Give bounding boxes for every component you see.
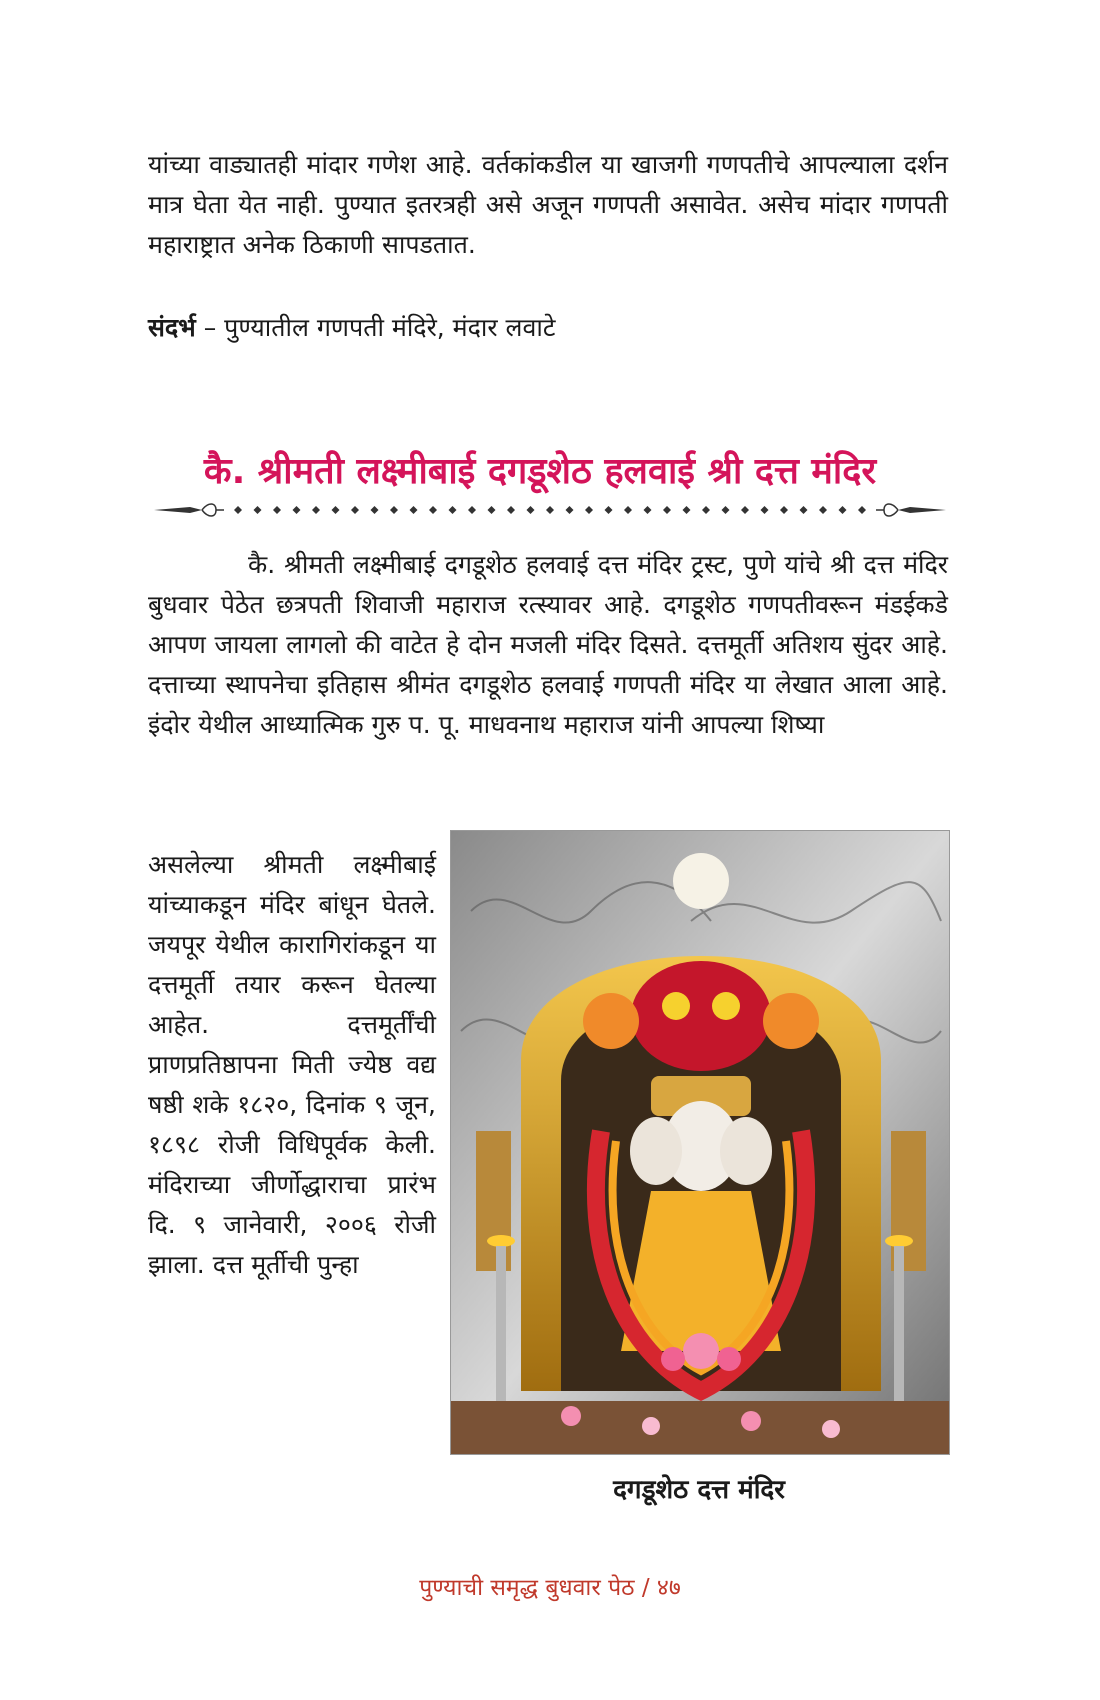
diamond-dot bbox=[468, 506, 476, 514]
diamond-dot bbox=[761, 506, 769, 514]
diamond-dot bbox=[488, 506, 496, 514]
diamond-dot bbox=[254, 506, 262, 514]
diamond-dot bbox=[371, 506, 379, 514]
diamond-dot bbox=[234, 506, 242, 514]
diamond-dot bbox=[722, 506, 730, 514]
diamond-dot bbox=[605, 506, 613, 514]
diamond-dot bbox=[683, 506, 691, 514]
pen-nib-right-icon bbox=[876, 504, 946, 516]
diamond-dot bbox=[507, 506, 515, 514]
diamond-dot bbox=[410, 506, 418, 514]
diamond-dot bbox=[839, 506, 847, 514]
diamond-dot bbox=[819, 506, 827, 514]
reference-separator: – bbox=[195, 313, 225, 342]
diamond-dot bbox=[800, 506, 808, 514]
photo-caption: दगडूशेठ दत्त मंदिर bbox=[613, 1475, 785, 1505]
footer-separator: / bbox=[634, 1575, 657, 1601]
ornamental-divider bbox=[150, 498, 950, 522]
body-paragraph: कै. श्रीमती लक्ष्मीबाई दगडूशेठ हलवाई दत्त मंदिर ट्रस्ट, पुणे यांचे श्री दत्त मंदिर बुधवार पेठेत छत्रपती शिवाजी महाराज रत्स्यावर आहे. दगडूशेठ गणपतीवरून मंडईकडे आपण जायला लागलो की वाटेत हे दोन मजली मंदिर दिसते. दत्तमूर्ती अतिशय सुंदर आहे. दत्ताच्या स्थापनेचा इतिहास श्रीमंत दगडूशेठ हलवाई गणपती मंदिर या लेखात आला आहे. इंदोर येथील आध्यात्मिक गुरु प. पू. माधवनाथ महाराज यांनी आपल्या शिष्या bbox=[148, 550, 948, 739]
side-paragraph: असलेल्या श्रीमती लक्ष्मीबाई यांच्याकडून मंदिर बांधून घेतले. जयपूर येथील कारागिरांकडून या दत्तमूर्ती तयार करून घेतल्या आहेत. दत्तमूर्तींची प्राणप्रतिष्ठापना मिती ज्येष्ठ वद्य षष्ठी शके १८२०, दिनांक ९ जून, १८९८ रोजी विधिपूर्वक केली. मंदिराच्या जीर्णोद्धाराचा प्रारंभ दि. ९ जानेवारी, २००६ रोजी झाला. दत्त मूर्तीची पुन्हा bbox=[148, 850, 436, 1279]
diamond-dot bbox=[858, 506, 866, 514]
diamond-dot bbox=[546, 506, 554, 514]
reference-label: संदर्भ bbox=[148, 313, 196, 342]
diamond-dot bbox=[390, 506, 398, 514]
diamond-dot bbox=[429, 506, 437, 514]
footer-page-number: ४७ bbox=[656, 1575, 681, 1601]
reference-line bbox=[148, 310, 555, 344]
section-title: कै. श्रीमती लक्ष्मीबाई दगडूशेठ हलवाई श्री दत्त मंदिर bbox=[203, 451, 877, 492]
diamond-dot bbox=[644, 506, 652, 514]
diamond-dot bbox=[566, 506, 574, 514]
diamond-dot bbox=[780, 506, 788, 514]
diamond-dot bbox=[585, 506, 593, 514]
diamond-dots bbox=[234, 506, 866, 514]
reference-text: पुण्यातील गणपती मंदिरे, मंदार लवाटे bbox=[224, 313, 556, 342]
diamond-dot bbox=[332, 506, 340, 514]
diamond-dot bbox=[273, 506, 281, 514]
temple-photo bbox=[450, 830, 950, 1455]
footer-book-title: पुण्याची समृद्ध बुधवार पेठ bbox=[419, 1575, 635, 1601]
diamond-dot bbox=[351, 506, 359, 514]
intro-paragraph: यांच्या वाड्यातही मांदार गणेश आहे. वर्तकांकडील या खाजगी गणपतीचे आपल्याला दर्शन मात्र घेता येत नाही. पुण्यात इतरत्रही असे अजून गणपती असावेत. असेच मांदार गणपती महाराष्ट्रात अनेक ठिकाणी सापडतात. bbox=[148, 150, 948, 259]
pen-nib-left-icon bbox=[154, 504, 224, 516]
diamond-dot bbox=[293, 506, 301, 514]
diamond-dot bbox=[702, 506, 710, 514]
page-footer bbox=[0, 1570, 1100, 1602]
diamond-dot bbox=[663, 506, 671, 514]
diamond-dot bbox=[527, 506, 535, 514]
diamond-dot bbox=[624, 506, 632, 514]
diamond-dot bbox=[741, 506, 749, 514]
diamond-dot bbox=[312, 506, 320, 514]
diamond-dot bbox=[449, 506, 457, 514]
